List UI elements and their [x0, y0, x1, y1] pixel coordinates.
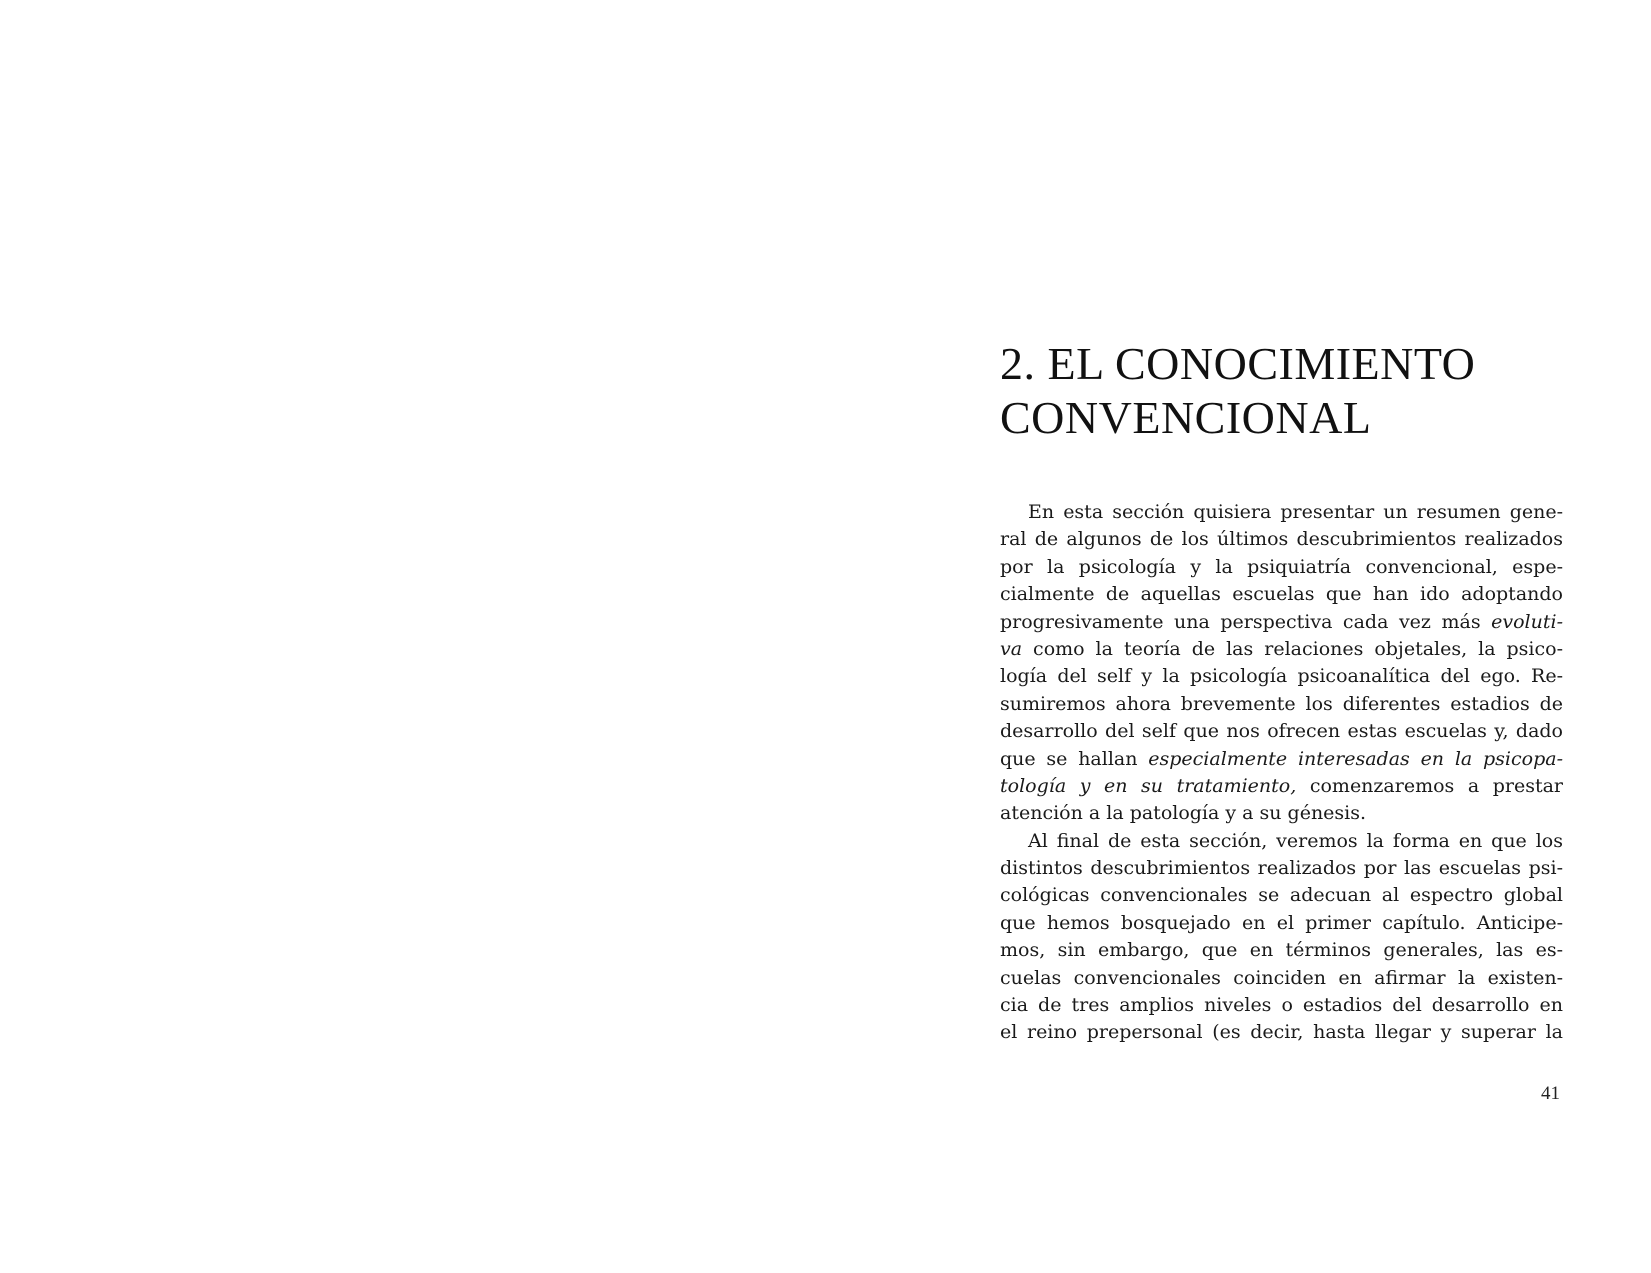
- text-run: En esta sección quisiera presentar un resumen gene-: [1028, 501, 1563, 523]
- text-line: [1000, 828, 1563, 855]
- text-run: mos, sin embargo, que en términos generales, las es-: [1000, 939, 1563, 962]
- text-line: [1000, 937, 1563, 964]
- text-line: [1000, 663, 1563, 690]
- text-line: [1000, 554, 1563, 581]
- text-run: cia de tres amplios niveles o estadios del desarrollo en: [1000, 994, 1563, 1017]
- text-line: [1000, 636, 1563, 663]
- text-run: progresivamente una perspectiva cada vez más: [1000, 610, 1481, 633]
- text-line: [1000, 499, 1563, 526]
- paragraph-1: [1000, 499, 1563, 828]
- text-line: [1000, 609, 1563, 636]
- text-run: el reino prepersonal (es decir, hasta llegar y superar la: [1000, 1021, 1563, 1044]
- text-run: comenzaremos a prestar: [1309, 774, 1564, 797]
- text-run: ral de algunos de los últimos descubrimientos realizados: [1000, 528, 1563, 551]
- paragraph-2: [1000, 828, 1563, 1047]
- text-line: [1000, 910, 1563, 937]
- text-line: [1000, 718, 1563, 745]
- text-line: [1000, 581, 1563, 608]
- text-line: [1000, 1019, 1563, 1046]
- text-run: como la teoría de las relaciones objetales, la psico-: [1033, 637, 1563, 660]
- text-run: cuelas convencionales coinciden en afirmar la existen-: [1000, 966, 1563, 989]
- chapter-body-text: [1000, 499, 1563, 1047]
- text-line: [1000, 855, 1563, 882]
- italic-run: especialmente interesadas en la psicopa-: [1148, 747, 1563, 770]
- text-run: Al final de esta sección, veremos la forma en que los: [1028, 829, 1563, 852]
- text-run: cológicas convencionales se adecuan al espectro global: [1000, 884, 1563, 907]
- text-run: atención a la patología y a su génesis.: [1000, 802, 1367, 825]
- text-run: que se hallan: [1000, 747, 1138, 770]
- chapter-title-line-1: 2. EL CONOCIMIENTO: [1000, 338, 1476, 389]
- text-line: [1000, 800, 1563, 827]
- italic-run: tología y en su tratamiento,: [1000, 774, 1297, 797]
- italic-run: evoluti-: [1491, 610, 1563, 633]
- text-run: desarrollo del self que nos ofrecen estas escuelas y, dado: [1000, 720, 1563, 743]
- italic-run: va: [1000, 637, 1023, 660]
- text-run: cialmente de aquellas escuelas que han ido adoptando: [1000, 583, 1563, 606]
- text-line: [1000, 992, 1563, 1019]
- text-line: [1000, 965, 1563, 992]
- page-number: 41: [1541, 1083, 1560, 1104]
- chapter-title-line-2: CONVENCIONAL: [1000, 392, 1372, 443]
- text-line: [1000, 773, 1563, 800]
- text-run: que hemos bosquejado en el primer capítulo. Anticipe-: [1000, 911, 1563, 934]
- text-line: [1000, 526, 1563, 553]
- text-run: logía del self y la psicología psicoanalítica del ego. Re-: [1000, 665, 1563, 688]
- text-run: sumiremos ahora brevemente los diferentes estadios de: [1000, 692, 1563, 715]
- text-run: distintos descubrimientos realizados por las escuelas psi-: [1000, 857, 1563, 880]
- text-run: por la psicología y la psiquiatría convencional, espe-: [1000, 555, 1563, 578]
- text-line: [1000, 746, 1563, 773]
- text-line: [1000, 691, 1563, 718]
- text-line: [1000, 882, 1563, 909]
- chapter-title: [1000, 337, 1580, 445]
- left-page-blank: [0, 0, 825, 1273]
